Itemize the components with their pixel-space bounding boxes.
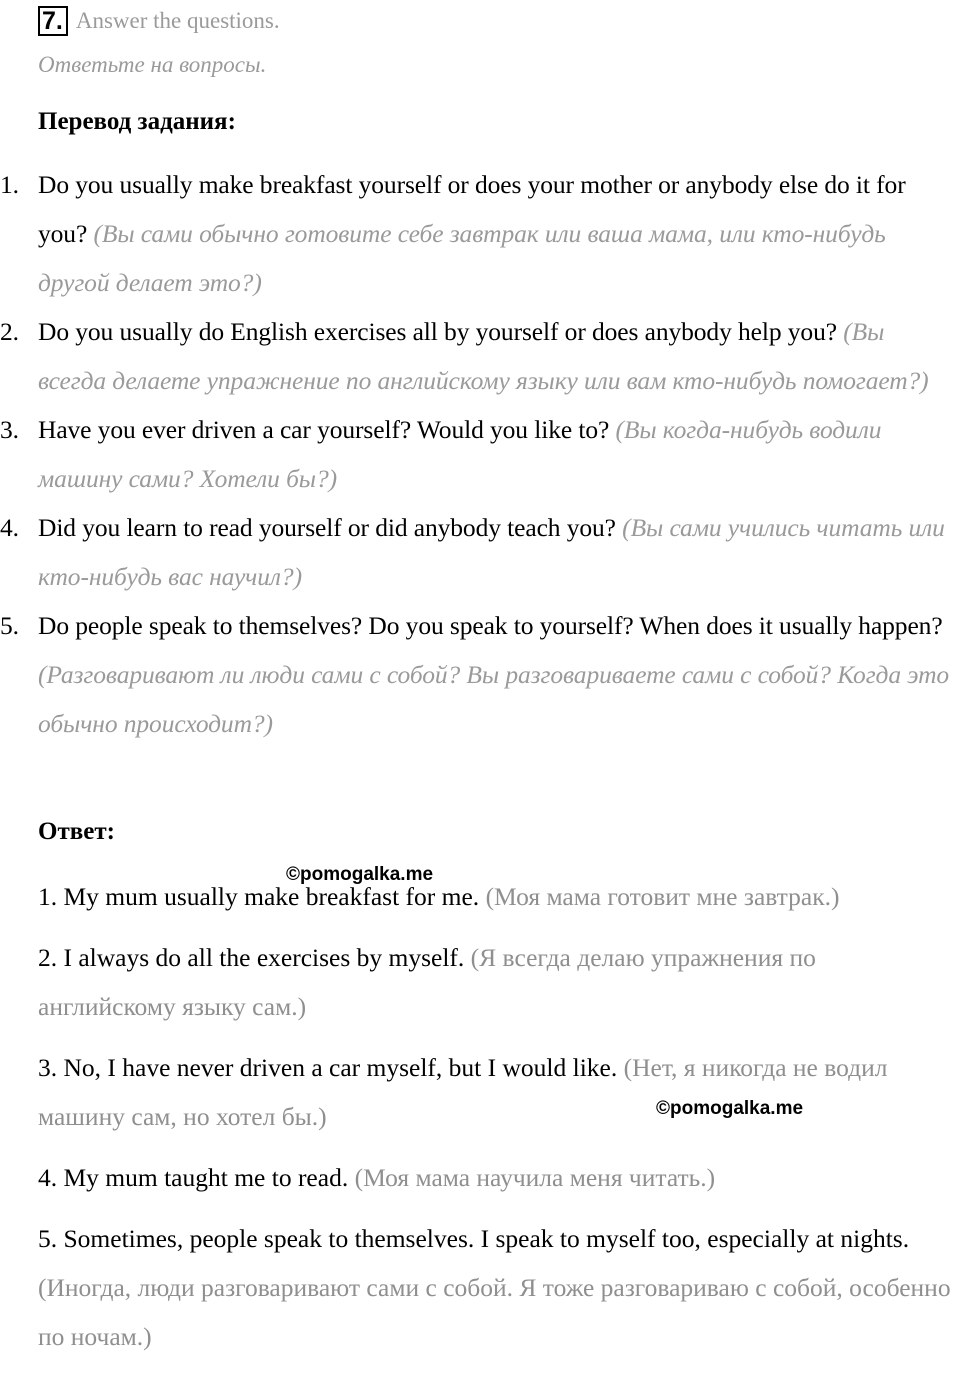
question-translation: (Вы всегда делаете упражнение по английскому языку или вам кто-нибудь помогает?)	[38, 317, 929, 395]
translation-heading: Перевод задания:	[38, 108, 236, 135]
question-translation: (Разговаривают ли люди сами с собой? Вы разговариваете сами с собой? Когда это обычно происходит?)	[38, 660, 950, 738]
answer-text: 3. No, I have never driven a car myself, but I would like.	[38, 1053, 618, 1082]
question-text: Do you usually do English exercises all by yourself or does anybody help you?	[38, 317, 837, 346]
question-text: Did you learn to read yourself or did anybody teach you?	[38, 513, 616, 542]
answer-item	[38, 872, 956, 921]
answer-text: 4. My mum taught me to read.	[38, 1163, 349, 1192]
watermark: ©pomogalka.me	[656, 1098, 804, 1119]
answer-item	[38, 933, 956, 1031]
task-header	[38, 6, 280, 36]
task-subtitle: Ответьте на вопросы.	[38, 52, 267, 77]
answer-item	[38, 1153, 956, 1202]
question-item	[0, 307, 960, 405]
task-number: 7.	[38, 6, 68, 36]
question-translation: (Вы сами учились читать или кто-нибудь вас научил?)	[38, 513, 945, 591]
question-item	[0, 405, 960, 503]
watermark: ©pomogalka.me	[286, 864, 434, 885]
answer-text: 1. My mum usually make breakfast for me.	[38, 882, 480, 911]
question-number: 4.	[0, 513, 19, 542]
task-title: Answer the questions.	[75, 8, 280, 33]
answer-translation: (Моя мама научила меня читать.)	[354, 1163, 716, 1192]
answer-text: 2. I always do all the exercises by myself.	[38, 943, 465, 972]
question-text: Do you usually make breakfast yourself or does your mother or anybody else do it for you?	[38, 170, 906, 248]
answer-translation: (Иногда, люди разговаривают сами с собой. Я тоже разговариваю с собой, особенно по ночам.)	[38, 1273, 951, 1351]
question-text: Have you ever driven a car yourself? Would you like to?	[38, 415, 610, 444]
question-number: 2.	[0, 317, 19, 346]
answer-text: 5. Sometimes, people speak to themselves. I speak to myself too, especially at nights.	[38, 1224, 910, 1253]
answer-list	[38, 872, 956, 1373]
answer-translation: (Моя мама готовит мне завтрак.)	[485, 882, 840, 911]
question-translation: (Вы сами обычно готовите себе завтрак или ваша мама, или кто-нибудь другой делает это?)	[38, 219, 886, 297]
question-number: 3.	[0, 415, 19, 444]
answer-item	[38, 1214, 956, 1361]
question-item	[0, 160, 960, 307]
question-translation: (Вы когда-нибудь водили машину сами? Хотели бы?)	[38, 415, 882, 493]
question-item	[0, 601, 960, 748]
question-item	[0, 503, 960, 601]
question-text: Do people speak to themselves? Do you speak to yourself? When does it usually happen?	[38, 611, 943, 640]
answer-translation: (Нет, я никогда не водил машину сам, но хотел бы.)	[38, 1053, 888, 1131]
question-number: 5.	[0, 611, 19, 640]
answer-item	[38, 1043, 956, 1141]
question-list	[0, 160, 960, 748]
answer-translation: (Я всегда делаю упражнения по английскому языку сам.)	[38, 943, 816, 1021]
answer-heading: Ответ:	[38, 818, 115, 845]
question-number: 1.	[0, 170, 19, 199]
